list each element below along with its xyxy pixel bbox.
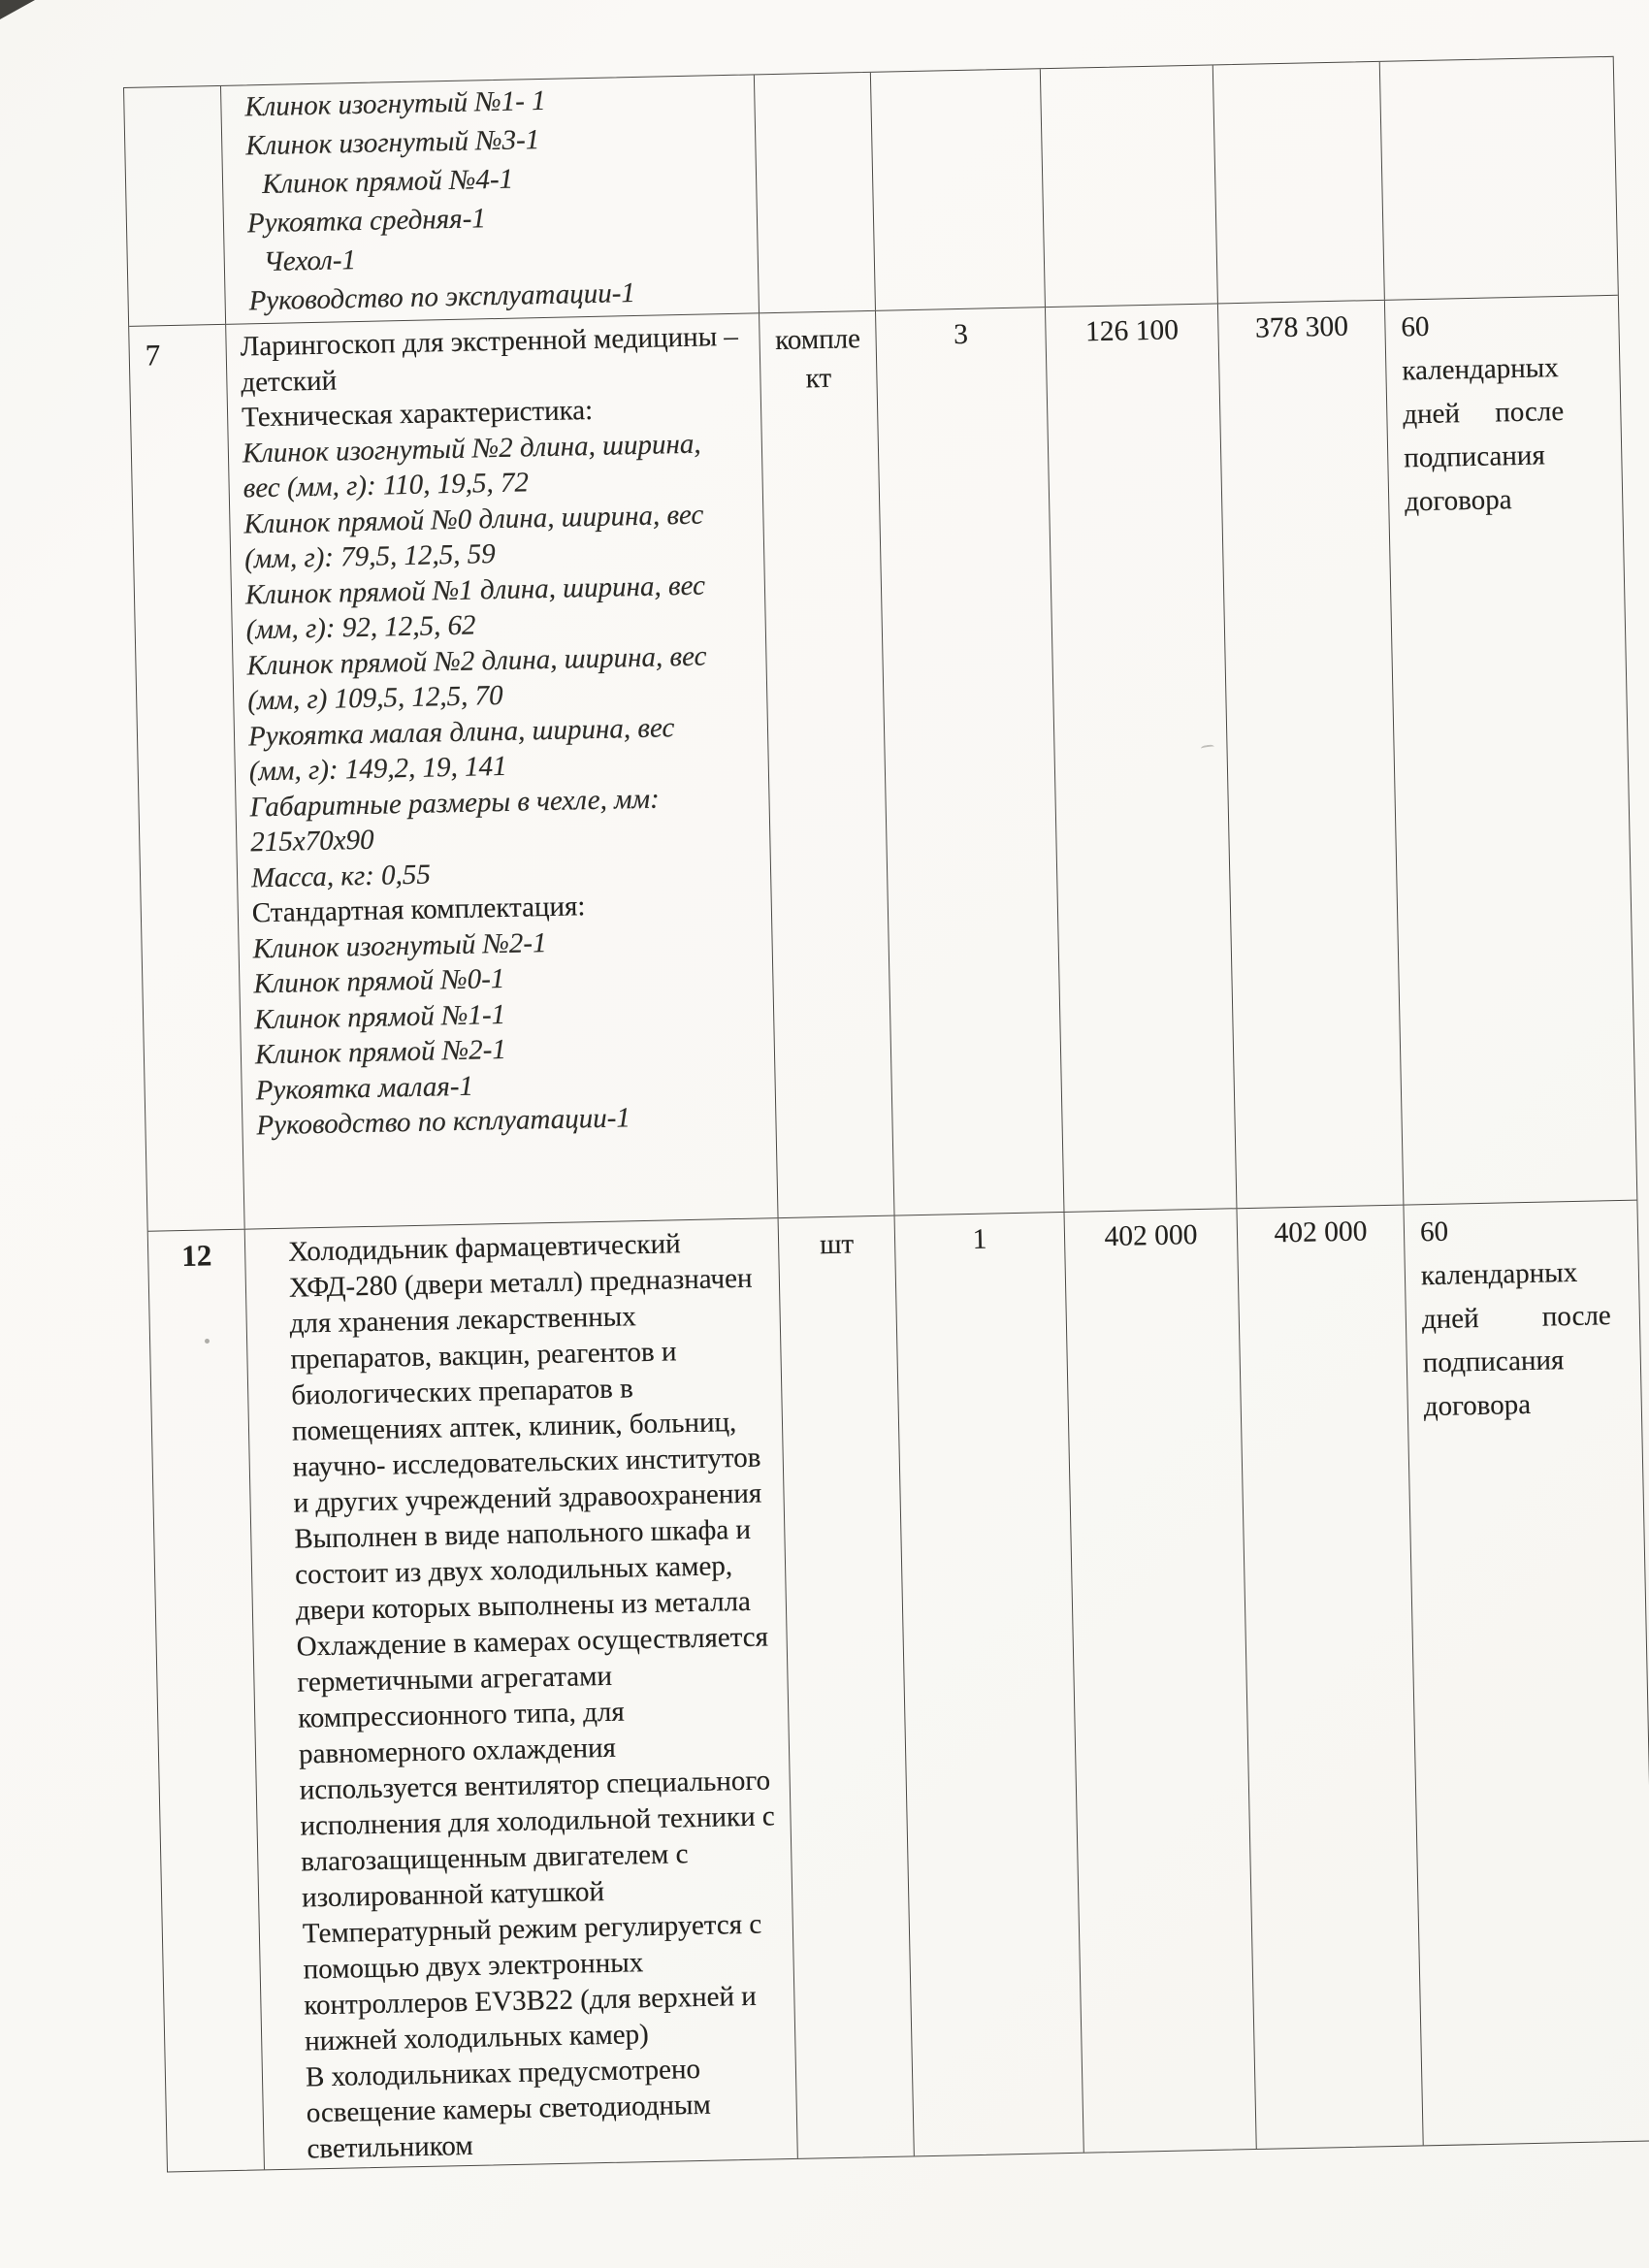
description-line: компрессионного типа, для (297, 1696, 625, 1734)
description-line: освещение камеры светодиодным (306, 2089, 712, 2129)
description-line: ХФД-280 (двери металл) предназначен (288, 1262, 753, 1304)
description-line: и других учреждений здравоохранения (293, 1477, 762, 1519)
description-line: Техническая характеристика: (241, 394, 594, 434)
description-cell (221, 75, 760, 323)
description-line: Клинок изогнутый №2-1 (252, 926, 547, 964)
description-line: Клинок прямой №1 длина, ширина, вес (244, 569, 706, 610)
description-line: помещениях аптек, клиник, больниц, (291, 1407, 737, 1447)
item-number-cell: 12 (148, 1230, 265, 2172)
total-price-cell: 402 000 (1237, 1206, 1423, 2149)
unit-cell (755, 73, 876, 312)
description-line: Холодидьник фармацевтический (287, 1228, 681, 1268)
description-line: 215х70х90 (249, 824, 374, 859)
delivery-terms-cell: 60 календарных дней после подписания договора (1401, 310, 1565, 518)
description-line: (мм, г): 92, 12,5, 62 (245, 609, 476, 646)
quantity-cell: 3 (876, 308, 1064, 1215)
description-line: Масса, кг: 0,55 (250, 859, 432, 893)
description-line: состоит из двух холодильных камер, (294, 1550, 733, 1591)
table-row-12 (148, 1200, 1649, 2172)
description-line: Клинок прямой №4-1 (261, 163, 514, 201)
description-line: Выполнен в виде напольного шкафа и (294, 1513, 752, 1555)
item-number-cell (124, 86, 226, 326)
description-line: В холодильниках предусмотрено (305, 2053, 701, 2093)
description-line: светильником (307, 2129, 473, 2165)
description-line: научно- исследовательских институтов (292, 1442, 761, 1483)
description-line: Стандартная комплектация: (251, 891, 586, 929)
description-line: контроллеров EV3B22 (для верхней и (304, 1980, 758, 2022)
description-line: биологических препаратов в (290, 1373, 634, 1411)
description-line: используется вентилятор специального (299, 1765, 771, 1806)
description-cell (226, 313, 778, 1228)
description-line: Клинок прямой №2 длина, ширина, вес (246, 640, 707, 681)
description-line: препаратов, вакцин, реагентов и (290, 1336, 677, 1376)
unit-price-cell (1041, 65, 1218, 307)
delivery-terms-cell (1380, 57, 1618, 300)
description-line: Температурный режим регулируется с (302, 1908, 762, 1950)
description-line: Клинок изогнутый №2 длина, ширина, (242, 428, 701, 470)
item-number-cell: 7 (129, 325, 244, 1231)
description-line: Клинок прямой №1-1 (253, 998, 506, 1035)
unit-price-cell: 402 000 (1065, 1209, 1257, 2153)
specification-table (123, 56, 1649, 2173)
description-line: Габаритные размеры в чехле, мм: (249, 783, 661, 823)
description-line: Клинок изогнутый №1- 1 (244, 84, 546, 123)
description-line: равномерного охлаждения (298, 1732, 617, 1770)
description-line: Чехол-1 (263, 244, 357, 278)
description-line: Охлаждение в камерах осуществляется (296, 1621, 769, 1663)
description-line: Клинок прямой №2-1 (254, 1033, 507, 1071)
total-price-cell (1213, 62, 1385, 304)
description-line: двери которых выполнены из металла (295, 1585, 752, 1627)
table-row-7 (129, 295, 1636, 1231)
description-line: для хранения лекарственных (289, 1301, 637, 1340)
quantity-cell (871, 69, 1046, 310)
quantity-cell: 1 (895, 1213, 1084, 2155)
description-line: Рукоятка малая-1 (255, 1070, 474, 1106)
description-cell (245, 1218, 798, 2169)
description-line: детский (241, 364, 338, 399)
description-line: изолированной катушкой (301, 1876, 605, 1914)
unit-cell: шт (779, 1216, 915, 2158)
unit-cell: компле кт (760, 311, 894, 1217)
delivery-terms-cell: 60 календарных дней после подписания договора (1419, 1215, 1612, 1423)
description-line: помощью двух электронных (303, 1947, 644, 1986)
description-line: Руководство по эксплуатации-1 (248, 276, 636, 317)
description-line: нижней холодильных камер) (304, 2019, 650, 2057)
description-line: Рукоятка малая длина, ширина, вес (247, 711, 675, 752)
description-line: влагозащищенным двигателем с (301, 1838, 689, 1878)
description-line: Клинок прямой №0-1 (253, 962, 505, 1000)
unit-price-cell: 126 100 (1046, 304, 1237, 1212)
description-line: (мм, г) 109,5, 12,5, 70 (246, 679, 503, 717)
continuation-row (124, 57, 1618, 326)
description-line: Рукоятка средняя-1 (246, 203, 487, 240)
description-line: Клинок прямой №0 длина, ширина, вес (243, 499, 704, 539)
description-line: герметичными агрегатами (297, 1660, 613, 1699)
description-line: (мм, г): 149,2, 19, 141 (248, 750, 507, 788)
description-line: Руководство по ксплуатации-1 (256, 1102, 631, 1142)
description-line: (мм, г): 79,5, 12,5, 59 (243, 538, 497, 575)
description-line: исполнения для холодильной техники с (300, 1800, 775, 1842)
total-price-cell: 378 300 (1218, 301, 1404, 1208)
description-line: вес (мм, г): 110, 19,5, 72 (242, 467, 530, 504)
description-line: Клинок изогнутый №3-1 (244, 124, 540, 162)
description-line: Ларингоскоп для экстренной медицины – (240, 320, 739, 363)
